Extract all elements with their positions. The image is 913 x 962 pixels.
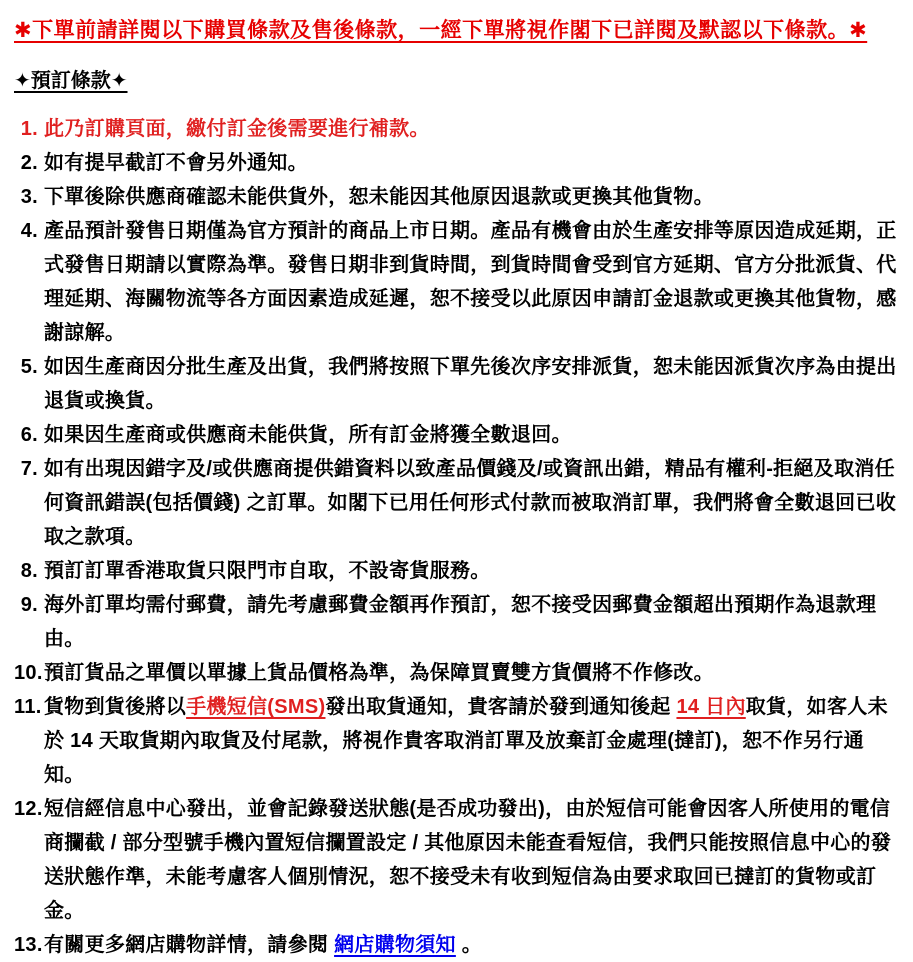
plain-text: 預訂訂單香港取貨只限門市自取，不設寄貨服務。 [44, 560, 491, 582]
plain-text: 如果因生產商或供應商未能供貨，所有訂金將獲全數退回。 [44, 424, 572, 446]
term-text [44, 798, 891, 922]
list-item [14, 554, 899, 588]
item-number: 9. [20, 594, 38, 616]
term-text [44, 662, 714, 684]
term-text [44, 152, 308, 174]
preorder-terms-title: ✦預訂條款✦ [14, 70, 128, 92]
plain-text: 有關更多網店購物詳情，請參閱 [44, 934, 335, 956]
item-number: 8. [20, 560, 38, 582]
plain-text: 如有出現因錯字及/或供應商提供錯資料以致產品價錢及/或資訊出錯，精品有權利-拒絕及取消任何資訊錯誤(包括價錢) 之訂單。如閣下已用任何形式付款而被取消訂單，我們將會全數退回已收取之款項。 [44, 458, 897, 548]
list-item [14, 418, 899, 452]
term-text [44, 560, 491, 582]
list-item [14, 588, 899, 656]
term-text [44, 186, 714, 208]
plain-text: 取貨，如客人未於 14 天取貨期內取貨及付尾款，將視作貴客取消訂單及放棄訂金處理(撻訂)，恕不作另行通知。 [44, 696, 888, 786]
list-item [14, 452, 899, 554]
term-text [44, 118, 430, 140]
item-number: 2. [20, 152, 38, 174]
red-highlight-text: 手機短信(SMS) [186, 696, 326, 718]
list-item [14, 792, 899, 928]
item-number: 3. [20, 186, 38, 208]
list-item [14, 690, 899, 792]
list-item [14, 112, 899, 146]
plain-text: 產品預計發售日期僅為官方預計的商品上市日期。產品有機會由於生產安排等原因造成延期，正式發售日期請以實際為準。發售日期非到貨時間，到貨時間會受到官方延期、官方分批派貨、代理延期、海關物流等各方面因素造成延遲，恕不接受以此原因申請訂金退款或更換其他貨物，感謝諒解。 [44, 220, 897, 344]
terms-list [14, 112, 899, 962]
plain-text: 海外訂單均需付郵費，請先考慮郵費金額再作預訂，恕不接受因郵費金額超出預期作為退款理由。 [44, 594, 877, 650]
plain-text: 。 [455, 934, 483, 956]
list-item [14, 146, 899, 180]
plain-text: 下單後除供應商確認未能供貨外，恕未能因其他原因退款或更換其他貨物。 [44, 186, 714, 208]
term-text [44, 424, 572, 446]
item-number: 12. [14, 798, 43, 820]
item-number: 7. [20, 458, 38, 480]
term-text [44, 220, 897, 344]
list-item [14, 214, 899, 350]
list-item [14, 928, 899, 962]
term-text [44, 594, 876, 650]
item-number: 5. [20, 356, 38, 378]
plain-text: 貨物到貨後將以 [44, 696, 187, 718]
list-item [14, 656, 899, 690]
item-number: 10. [14, 662, 43, 684]
plain-text: 此乃訂購頁面，繳付訂金後需要進行補款。 [44, 118, 430, 140]
section-title-row [14, 68, 899, 112]
plain-text: 如有提早截訂不會另外通知。 [44, 152, 308, 174]
list-item [14, 180, 899, 214]
plain-text: 短信經信息中心發出，並會記錄發送狀態(是否成功發出)，由於短信可能會因客人所使用的電信商攔截 / 部分型號手機內置短信攔置設定 / 其他原因未能查看短信，我們只能按照信息中心的發送狀態作準，未能考慮客人個別情況，恕不接受未有收到短信為由要求取回已撻訂的貨物或訂金。 [44, 798, 892, 922]
red-highlight-text: 14 日內 [676, 696, 746, 718]
store-notice-link[interactable]: 網店購物須知 [334, 934, 456, 956]
plain-text: 如因生產商因分批生產及出貨，我們將按照下單先後次序安排派貨，恕未能因派貨次序為由提出退貨或換貨。 [44, 356, 897, 412]
plain-text: 預訂貨品之單價以單據上貨品價格為準，為保障買賣雙方貨價將不作修改。 [44, 662, 714, 684]
term-text [44, 356, 897, 412]
item-number: 11. [14, 696, 42, 718]
term-text [44, 934, 482, 956]
term-text [44, 696, 888, 786]
plain-text: 發出取貨通知，貴客請於發到通知後起 [325, 696, 677, 718]
list-item [14, 350, 899, 418]
item-number: 13. [14, 934, 43, 956]
item-number: 6. [20, 424, 38, 446]
term-text [44, 458, 896, 548]
item-number: 1. [20, 118, 38, 140]
item-number: 4. [20, 220, 38, 242]
purchase-warning-header: ✱下單前請詳閱以下購買條款及售後條款，一經下單將視作閣下已詳閱及默認以下條款。✱ [14, 19, 868, 42]
